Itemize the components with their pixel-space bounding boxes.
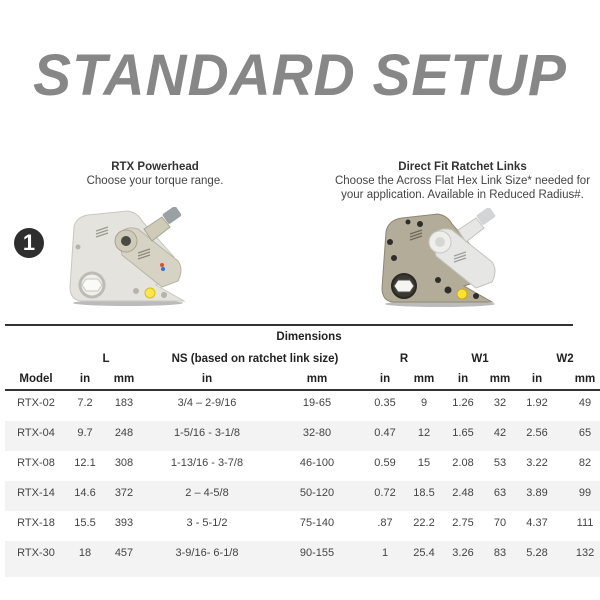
powerhead-image [66, 207, 196, 307]
value-cell: 75-140 [299, 517, 335, 529]
value-cell: 2.48 [443, 481, 483, 511]
table-row [5, 390, 600, 421]
value-cell: 15.5 [74, 517, 96, 529]
table-caption: Dimensions [276, 331, 342, 343]
column-header: in [443, 369, 483, 390]
step-number-badge: 1 [14, 228, 44, 258]
value-cell: 1 [365, 541, 405, 577]
value-cell: 12.1 [74, 457, 96, 469]
value-cell: 0.35 [374, 397, 396, 409]
column-header: mm [269, 369, 365, 390]
value-cell: 1-13/16 - 3-7/8 [170, 457, 244, 469]
value-cell: 82 [578, 457, 592, 469]
value-cell: 32 [493, 397, 507, 409]
value-cell: 132 [557, 541, 600, 577]
ratchet-links-heading: Direct Fit Ratchet Links [398, 161, 527, 173]
value-cell: 3-9/16- 6-1/8 [145, 541, 269, 577]
page-title: STANDARD SETUP [33, 43, 567, 108]
value-cell: 63 [483, 481, 517, 511]
table-row [5, 481, 600, 511]
table-row [5, 421, 600, 451]
column-header: in [145, 369, 269, 390]
table-row [5, 511, 600, 541]
value-cell: 32-80 [269, 421, 365, 451]
model-cell: RTX-18 [17, 517, 55, 529]
value-cell: 111 [576, 517, 594, 529]
value-cell: 42 [483, 421, 517, 451]
value-cell: 3/4 – 2-9/16 [177, 397, 237, 409]
value-cell: 90-155 [269, 541, 365, 577]
value-cell: 99 [557, 481, 600, 511]
group-header-L: L [102, 352, 110, 365]
value-cell: 2 – 4-5/8 [145, 481, 269, 511]
column-header-row [5, 369, 600, 390]
value-cell: 18 [67, 541, 103, 577]
group-header-W1: W1 [471, 352, 489, 365]
table-row [5, 541, 600, 577]
value-cell: 9.7 [67, 421, 103, 451]
value-cell: 1-5/16 - 3-1/8 [145, 421, 269, 451]
value-cell: 1.26 [452, 397, 474, 409]
powerhead-heading: RTX Powerhead [111, 161, 199, 173]
model-cell: RTX-14 [5, 481, 67, 511]
column-header: in [517, 369, 557, 390]
value-cell: 0.47 [365, 421, 405, 451]
group-header-R: R [399, 352, 409, 365]
model-cell: RTX-08 [17, 457, 55, 469]
value-cell: 12 [405, 421, 443, 451]
group-header-W2: W2 [556, 352, 574, 365]
value-cell: 457 [103, 541, 145, 577]
column-header: mm [103, 369, 145, 390]
value-cell: 3.22 [526, 457, 548, 469]
column-header: in [365, 369, 405, 390]
dimensions-table-container [5, 324, 596, 577]
value-cell: 2.08 [452, 457, 474, 469]
powerhead-caption [60, 160, 250, 188]
group-header-NS: NS (based on ratchet link size) [171, 352, 339, 365]
value-cell: 14.6 [67, 481, 103, 511]
value-cell: 22.2 [413, 517, 435, 529]
value-cell: 5.28 [517, 541, 557, 577]
value-cell: 3 - 5-1/2 [186, 517, 228, 529]
value-cell: .87 [377, 517, 393, 529]
model-cell: RTX-04 [5, 421, 67, 451]
ratchet-links-subtext: Choose the Across Flat Hex Link Size* needed for your application. Available in Reduced Radius#. [334, 175, 591, 201]
table-caption-row [5, 326, 600, 348]
value-cell: 372 [103, 481, 145, 511]
table-row [5, 451, 600, 481]
value-cell: 2.75 [452, 517, 474, 529]
value-cell: 248 [103, 421, 145, 451]
value-cell: 18.5 [405, 481, 443, 511]
value-cell: 9 [420, 397, 428, 409]
value-cell: 49 [578, 397, 592, 409]
value-cell: 3.26 [443, 541, 483, 577]
column-header: Model [5, 369, 67, 390]
value-cell: 65 [557, 421, 600, 451]
value-cell: 70 [493, 517, 507, 529]
value-cell: 308 [114, 457, 134, 469]
value-cell: 1.92 [526, 397, 548, 409]
value-cell: 7.2 [77, 397, 93, 409]
value-cell: 2.56 [517, 421, 557, 451]
value-cell: 19-65 [302, 397, 332, 409]
group-header-row [5, 348, 600, 369]
value-cell: 25.4 [405, 541, 443, 577]
value-cell: 393 [114, 517, 134, 529]
value-cell: 0.72 [365, 481, 405, 511]
value-cell: 50-120 [269, 481, 365, 511]
value-cell: 83 [483, 541, 517, 577]
column-header: mm [483, 369, 517, 390]
model-cell: RTX-02 [17, 397, 55, 409]
ratchet-links-caption [325, 160, 600, 202]
value-cell: 46-100 [299, 457, 335, 469]
value-cell: 4.37 [526, 517, 548, 529]
ratchet-link-image [378, 208, 513, 308]
value-cell: 53 [493, 457, 507, 469]
column-header: mm [405, 369, 443, 390]
value-cell: 15 [417, 457, 431, 469]
value-cell: 3.89 [517, 481, 557, 511]
value-cell: 183 [114, 397, 134, 409]
model-cell: RTX-30 [5, 541, 67, 577]
column-header: mm [557, 369, 600, 390]
table-body [5, 390, 600, 577]
value-cell: 0.59 [374, 457, 396, 469]
powerhead-subtext: Choose your torque range. [86, 175, 224, 187]
value-cell: 1.65 [443, 421, 483, 451]
column-header: in [67, 369, 103, 390]
dimensions-table [5, 326, 600, 577]
